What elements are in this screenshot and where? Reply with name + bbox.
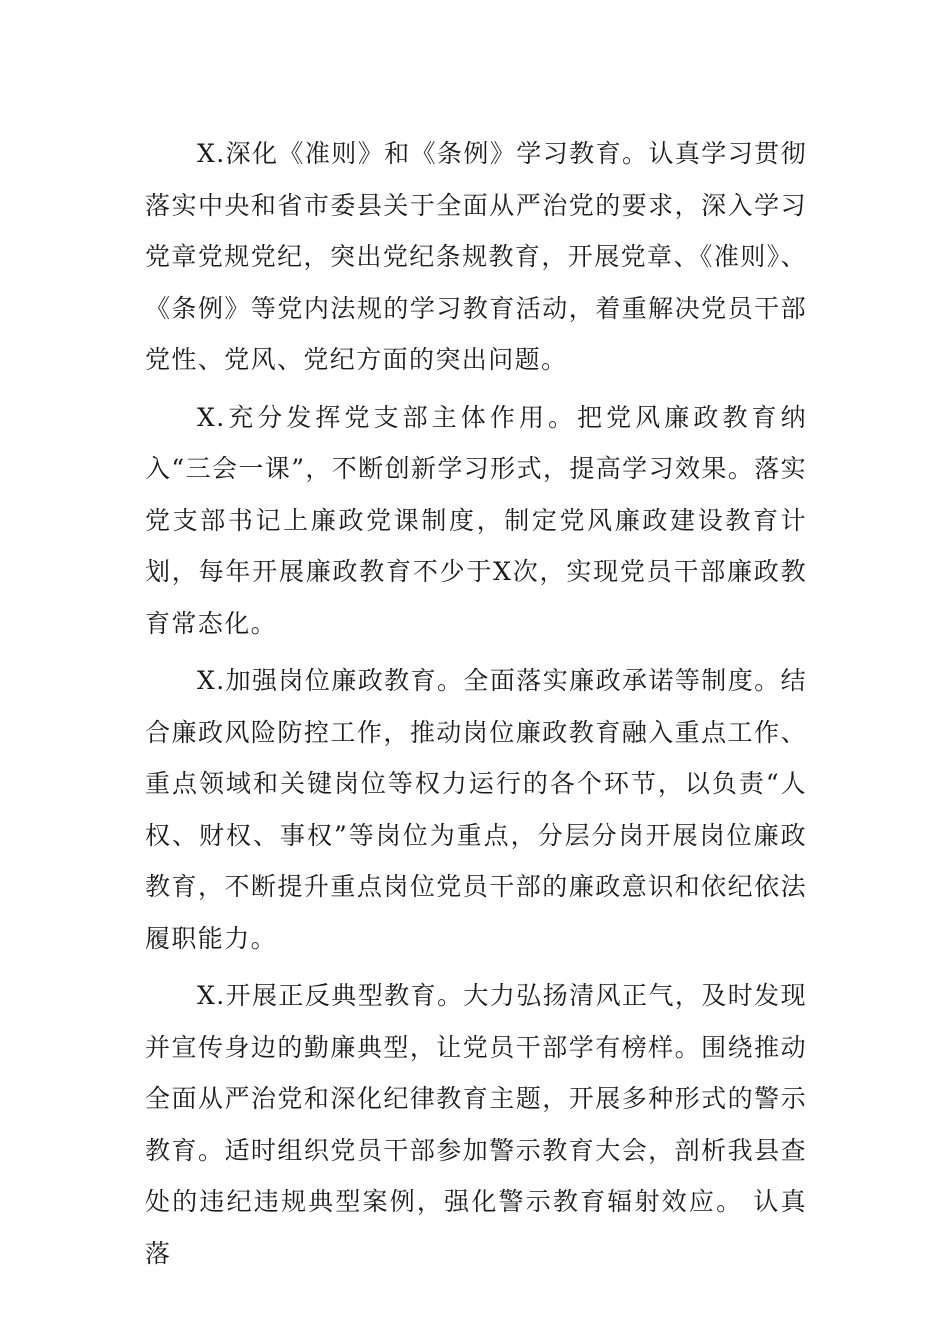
paragraph-typical-case-education: X.开展正反典型教育。大力弘扬清风正气，及时发现并宣传身边的勤廉典型，让党员干部学有榜样。围绕推动全面从严治党和深化纪律教育主题，开展多种形式的警示教育。适时组织党员干部参加警示教育大会，剖析我县查处的违纪违规典型案例，强化警示教育辐射效应。 认真落 [145,981,807,1268]
document-body [145,128,807,1285]
paragraph-post-integrity-education: X.加强岗位廉政教育。全面落实廉政承诺等制度。结合廉政风险防控工作，推动岗位廉政教育融入重点工作、重点领域和关键岗位等权力运行的各个环节，以负责“人权、财权、事权”等岗位为重点，分层分岗开展岗位廉政教育，不断提升重点岗位党员干部的廉政意识和依纪依法履职能力。 [145,666,807,953]
paragraph-party-branch-role: X.充分发挥党支部主体作用。把党风廉政教育纳入“三会一课”，不断创新学习形式，提高学习效果。落实党支部书记上廉政党课制度，制定党风廉政建设教育计划，每年开展廉政教育不少于X次，实现党员干部廉政教育常态化。 [145,402,807,638]
paragraph-deepen-study: X.深化《准则》和《条例》学习教育。认真学习贯彻落实中央和省市委县关于全面从严治党的要求，深入学习党章党规党纪，突出党纪条规教育，开展党章、《准则》、《条例》等党内法规的学习教育活动，着重解决党员干部党性、党风、党纪方面的突出问题。 [145,139,807,374]
